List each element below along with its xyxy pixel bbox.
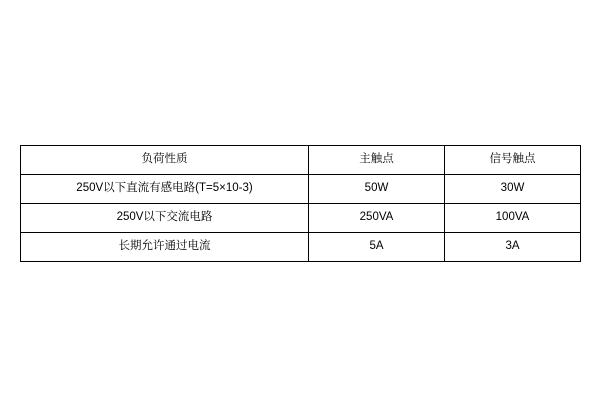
table-header-row	[21, 146, 581, 175]
column-header-signal-contact: 信号触点	[445, 146, 581, 175]
column-header-load-nature: 负荷性质	[21, 146, 309, 175]
table-row	[21, 204, 581, 233]
contact-rating-table	[20, 145, 581, 262]
cell-load-nature: 250V以下交流电路	[21, 204, 309, 233]
cell-load-nature: 长期允许通过电流	[21, 233, 309, 262]
cell-main-contact: 5A	[309, 233, 445, 262]
cell-signal-contact: 30W	[445, 175, 581, 204]
cell-main-contact: 250VA	[309, 204, 445, 233]
column-header-main-contact: 主触点	[309, 146, 445, 175]
cell-main-contact: 50W	[309, 175, 445, 204]
cell-signal-contact: 100VA	[445, 204, 581, 233]
cell-signal-contact: 3A	[445, 233, 581, 262]
table-row	[21, 175, 581, 204]
spec-table-container	[20, 145, 580, 262]
table-row	[21, 233, 581, 262]
cell-load-nature: 250V以下直流有感电路(T=5×10-3)	[21, 175, 309, 204]
